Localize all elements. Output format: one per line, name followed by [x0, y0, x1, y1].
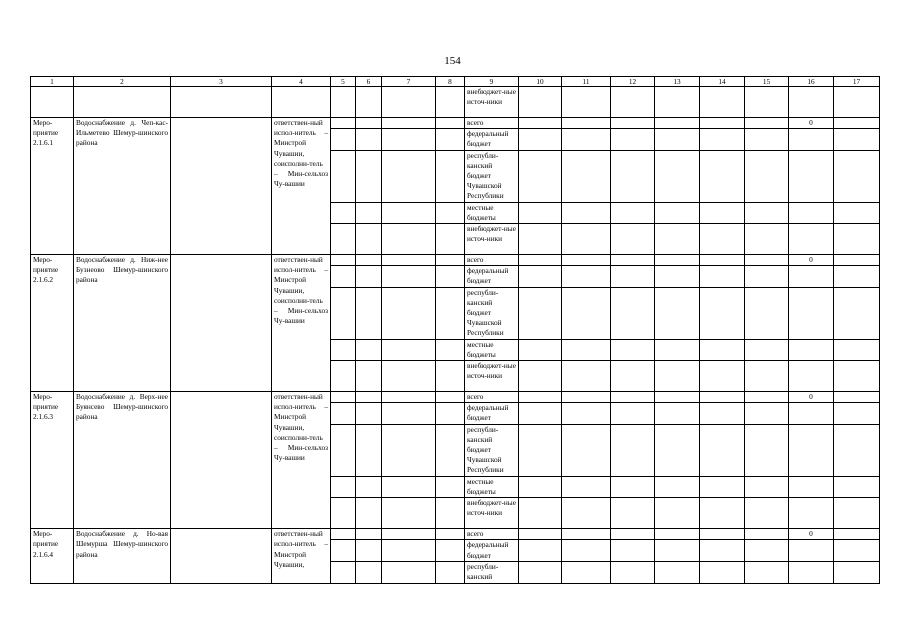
empty-cell	[356, 150, 382, 202]
activity-description: Водоснабжение д. Чеп-кас-Ильметево Шемур-шинского района	[74, 118, 171, 255]
column-header: 5	[331, 77, 356, 87]
empty-cell	[834, 202, 880, 223]
activity-description: Водоснабжение д. Но-вая Шемурша Шемур-шинского района	[74, 529, 171, 584]
empty-cell	[745, 403, 789, 424]
empty-cell	[331, 424, 356, 476]
empty-cell	[382, 403, 436, 424]
empty-cell	[519, 561, 562, 583]
empty-cell	[331, 266, 356, 287]
empty-cell	[562, 403, 611, 424]
empty-cell	[382, 87, 436, 118]
empty-cell	[655, 361, 700, 392]
empty-cell	[834, 150, 880, 202]
empty-cell	[171, 392, 272, 529]
empty-cell	[611, 561, 655, 583]
empty-cell	[655, 561, 700, 583]
total-value: 0	[789, 392, 834, 403]
empty-cell	[700, 87, 745, 118]
empty-cell	[562, 150, 611, 202]
column-header: 17	[834, 77, 880, 87]
empty-cell	[611, 87, 655, 118]
empty-cell	[436, 540, 465, 561]
empty-cell	[611, 361, 655, 392]
total-value: 0	[789, 529, 834, 540]
empty-cell	[745, 476, 789, 497]
empty-cell	[436, 392, 465, 403]
empty-cell	[700, 424, 745, 476]
empty-cell	[519, 339, 562, 360]
empty-cell	[519, 266, 562, 287]
empty-cell	[562, 266, 611, 287]
empty-cell	[331, 529, 356, 540]
empty-cell	[700, 255, 745, 266]
empty-cell	[611, 202, 655, 223]
empty-cell	[789, 287, 834, 339]
empty-cell	[356, 424, 382, 476]
empty-cell	[382, 561, 436, 583]
empty-cell	[436, 529, 465, 540]
column-header: 13	[655, 77, 700, 87]
source-cell: местные бюджеты	[465, 339, 519, 360]
empty-cell	[436, 498, 465, 529]
empty-cell	[700, 202, 745, 223]
empty-cell	[382, 529, 436, 540]
empty-cell	[331, 561, 356, 583]
empty-cell	[562, 224, 611, 255]
empty-cell	[436, 339, 465, 360]
empty-cell	[700, 403, 745, 424]
empty-cell	[562, 129, 611, 150]
empty-cell	[655, 87, 700, 118]
empty-cell	[382, 287, 436, 339]
empty-cell	[436, 118, 465, 129]
empty-cell	[436, 255, 465, 266]
empty-cell	[382, 202, 436, 223]
empty-cell	[562, 361, 611, 392]
empty-cell	[745, 424, 789, 476]
empty-cell	[331, 361, 356, 392]
financing-table	[30, 76, 880, 584]
empty-cell	[356, 476, 382, 497]
empty-cell	[519, 87, 562, 118]
empty-cell	[436, 266, 465, 287]
empty-cell	[655, 255, 700, 266]
activity-row	[31, 392, 880, 403]
empty-cell	[655, 424, 700, 476]
activity-description: Водоснабжение д. Ниж-нее Бузнеово Шемур-шинского района	[74, 255, 171, 392]
empty-cell	[834, 561, 880, 583]
column-header: 10	[519, 77, 562, 87]
empty-cell	[562, 540, 611, 561]
empty-cell	[382, 339, 436, 360]
empty-cell	[611, 403, 655, 424]
empty-cell	[789, 339, 834, 360]
empty-cell	[331, 87, 356, 118]
empty-cell	[519, 287, 562, 339]
empty-cell	[700, 392, 745, 403]
column-header: 4	[272, 77, 331, 87]
empty-cell	[562, 392, 611, 403]
empty-cell	[171, 118, 272, 255]
empty-cell	[382, 424, 436, 476]
empty-cell	[745, 224, 789, 255]
empty-cell	[789, 150, 834, 202]
empty-cell	[789, 540, 834, 561]
empty-cell	[655, 266, 700, 287]
empty-cell	[436, 287, 465, 339]
activity-name: Меро-приятие 2.1.6.3	[31, 392, 74, 529]
empty-cell	[171, 255, 272, 392]
empty-cell	[331, 255, 356, 266]
empty-cell	[789, 561, 834, 583]
source-cell: республи-канский бюджет Чувашской Республики	[465, 424, 519, 476]
column-header: 7	[382, 77, 436, 87]
empty-cell	[655, 498, 700, 529]
empty-cell	[562, 87, 611, 118]
empty-cell	[382, 266, 436, 287]
source-cell: всего	[465, 529, 519, 540]
column-header: 6	[356, 77, 382, 87]
empty-cell	[331, 118, 356, 129]
empty-cell	[834, 287, 880, 339]
column-header: 3	[171, 77, 272, 87]
empty-cell	[171, 529, 272, 584]
empty-cell	[611, 339, 655, 360]
empty-cell	[789, 476, 834, 497]
empty-cell	[382, 476, 436, 497]
activity-executor: ответствен-ный испол-нитель – Минстрой Чувашии, соисполни-тель – Мин-сельхоз Чу-вашии	[272, 255, 331, 392]
source-cell: внебюджет-ные источ-ники	[465, 498, 519, 529]
source-cell: федеральный бюджет	[465, 266, 519, 287]
empty-cell	[562, 476, 611, 497]
empty-cell	[611, 287, 655, 339]
empty-cell	[834, 540, 880, 561]
column-header: 15	[745, 77, 789, 87]
empty-cell	[356, 392, 382, 403]
empty-cell	[700, 150, 745, 202]
empty-cell	[611, 392, 655, 403]
empty-cell	[356, 255, 382, 266]
empty-cell	[834, 476, 880, 497]
empty-cell	[272, 87, 331, 118]
empty-cell	[436, 561, 465, 583]
empty-cell	[382, 361, 436, 392]
column-header: 11	[562, 77, 611, 87]
empty-cell	[745, 87, 789, 118]
source-cell: республи-канский	[465, 561, 519, 583]
empty-cell	[655, 129, 700, 150]
empty-cell	[356, 287, 382, 339]
empty-cell	[331, 150, 356, 202]
empty-cell	[700, 118, 745, 129]
empty-cell	[655, 529, 700, 540]
empty-cell	[562, 339, 611, 360]
empty-cell	[834, 339, 880, 360]
empty-cell	[519, 476, 562, 497]
empty-cell	[356, 498, 382, 529]
column-header: 16	[789, 77, 834, 87]
empty-cell	[789, 202, 834, 223]
source-cell: республи-канский бюджет Чувашской Республики	[465, 150, 519, 202]
empty-cell	[436, 202, 465, 223]
empty-cell	[834, 529, 880, 540]
empty-cell	[745, 540, 789, 561]
empty-cell	[611, 129, 655, 150]
empty-cell	[745, 266, 789, 287]
empty-cell	[655, 476, 700, 497]
header-row	[31, 77, 880, 87]
empty-cell	[655, 118, 700, 129]
empty-cell	[611, 540, 655, 561]
empty-cell	[356, 339, 382, 360]
source-cell: внебюджет-ные источ-ники	[465, 361, 519, 392]
empty-cell	[331, 224, 356, 255]
empty-cell	[745, 529, 789, 540]
empty-cell	[562, 498, 611, 529]
empty-cell	[700, 266, 745, 287]
empty-cell	[655, 287, 700, 339]
empty-cell	[834, 392, 880, 403]
source-cell: местные бюджеты	[465, 202, 519, 223]
total-value: 0	[789, 118, 834, 129]
empty-cell	[436, 129, 465, 150]
empty-cell	[789, 266, 834, 287]
column-header: 8	[436, 77, 465, 87]
empty-cell	[331, 498, 356, 529]
empty-cell	[382, 150, 436, 202]
empty-cell	[834, 361, 880, 392]
empty-cell	[745, 561, 789, 583]
empty-cell	[700, 561, 745, 583]
source-cell: федеральный бюджет	[465, 129, 519, 150]
empty-cell	[655, 150, 700, 202]
empty-cell	[331, 392, 356, 403]
empty-cell	[74, 87, 171, 118]
empty-cell	[789, 87, 834, 118]
total-value: 0	[789, 255, 834, 266]
empty-cell	[655, 403, 700, 424]
source-cell: республи-канский бюджет Чувашской Республики	[465, 287, 519, 339]
source-cell: всего	[465, 392, 519, 403]
empty-cell	[611, 498, 655, 529]
empty-cell	[436, 476, 465, 497]
empty-cell	[655, 392, 700, 403]
source-cell: федеральный бюджет	[465, 403, 519, 424]
empty-cell	[834, 403, 880, 424]
empty-cell	[519, 224, 562, 255]
empty-cell	[745, 339, 789, 360]
activity-name: Меро-приятие 2.1.6.1	[31, 118, 74, 255]
empty-cell	[834, 498, 880, 529]
empty-cell	[700, 361, 745, 392]
empty-cell	[700, 476, 745, 497]
empty-cell	[436, 361, 465, 392]
empty-cell	[611, 224, 655, 255]
empty-cell	[700, 224, 745, 255]
empty-cell	[356, 118, 382, 129]
empty-cell	[562, 287, 611, 339]
empty-cell	[655, 540, 700, 561]
empty-cell	[789, 224, 834, 255]
source-cell: внебюджет-ные источ-ники	[465, 87, 519, 118]
empty-cell	[331, 476, 356, 497]
activity-name: Меро-приятие 2.1.6.4	[31, 529, 74, 584]
empty-cell	[382, 498, 436, 529]
empty-cell	[789, 424, 834, 476]
empty-cell	[519, 150, 562, 202]
activity-row	[31, 255, 880, 266]
empty-cell	[700, 540, 745, 561]
empty-cell	[562, 118, 611, 129]
empty-cell	[519, 424, 562, 476]
empty-cell	[356, 87, 382, 118]
activity-description: Водоснабжение д. Верх-нее Буянсево Шемур-шинского района	[74, 392, 171, 529]
empty-cell	[331, 129, 356, 150]
column-header: 1	[31, 77, 74, 87]
empty-cell	[331, 339, 356, 360]
empty-cell	[834, 255, 880, 266]
empty-cell	[700, 339, 745, 360]
empty-cell	[834, 224, 880, 255]
empty-cell	[382, 118, 436, 129]
empty-cell	[745, 361, 789, 392]
column-header: 12	[611, 77, 655, 87]
empty-cell	[356, 361, 382, 392]
activity-row	[31, 118, 880, 129]
empty-cell	[655, 224, 700, 255]
empty-cell	[834, 424, 880, 476]
empty-cell	[562, 561, 611, 583]
empty-cell	[655, 202, 700, 223]
empty-cell	[436, 150, 465, 202]
page-number: 154	[444, 55, 461, 67]
empty-cell	[382, 540, 436, 561]
empty-cell	[519, 540, 562, 561]
empty-cell	[611, 255, 655, 266]
empty-cell	[436, 87, 465, 118]
empty-cell	[356, 529, 382, 540]
source-cell: федеральный бюджет	[465, 540, 519, 561]
empty-cell	[745, 202, 789, 223]
empty-cell	[519, 361, 562, 392]
empty-cell	[331, 403, 356, 424]
empty-cell	[519, 255, 562, 266]
empty-cell	[700, 129, 745, 150]
empty-cell	[745, 118, 789, 129]
empty-cell	[436, 403, 465, 424]
empty-cell	[611, 529, 655, 540]
empty-cell	[611, 476, 655, 497]
empty-cell	[745, 498, 789, 529]
empty-cell	[382, 224, 436, 255]
empty-cell	[519, 118, 562, 129]
empty-cell	[171, 87, 272, 118]
empty-cell	[356, 129, 382, 150]
empty-cell	[655, 339, 700, 360]
empty-cell	[436, 224, 465, 255]
empty-cell	[562, 529, 611, 540]
empty-cell	[356, 540, 382, 561]
empty-cell	[382, 392, 436, 403]
empty-cell	[745, 150, 789, 202]
empty-cell	[356, 224, 382, 255]
empty-cell	[562, 424, 611, 476]
empty-cell	[356, 266, 382, 287]
empty-cell	[382, 129, 436, 150]
empty-cell	[611, 150, 655, 202]
empty-cell	[31, 87, 74, 118]
empty-cell	[789, 498, 834, 529]
carry-over-row	[31, 87, 880, 118]
empty-cell	[611, 424, 655, 476]
empty-cell	[834, 129, 880, 150]
empty-cell	[331, 540, 356, 561]
empty-cell	[745, 129, 789, 150]
empty-cell	[382, 255, 436, 266]
source-cell: внебюджет-ные источ-ники	[465, 224, 519, 255]
empty-cell	[789, 129, 834, 150]
empty-cell	[519, 529, 562, 540]
empty-cell	[611, 266, 655, 287]
activity-executor: ответствен-ный испол-нитель – Минстрой Чувашии,	[272, 529, 331, 584]
empty-cell	[562, 202, 611, 223]
empty-cell	[789, 361, 834, 392]
empty-cell	[745, 287, 789, 339]
empty-cell	[519, 498, 562, 529]
empty-cell	[611, 118, 655, 129]
empty-cell	[834, 87, 880, 118]
source-cell: всего	[465, 255, 519, 266]
column-header: 9	[465, 77, 519, 87]
empty-cell	[519, 403, 562, 424]
empty-cell	[331, 287, 356, 339]
empty-cell	[789, 403, 834, 424]
activity-name: Меро-приятие 2.1.6.2	[31, 255, 74, 392]
activity-executor: ответствен-ный испол-нитель – Минстрой Чувашии, соисполни-тель – Мин-сельхоз Чу-вашии	[272, 118, 331, 255]
empty-cell	[745, 255, 789, 266]
empty-cell	[834, 266, 880, 287]
column-header: 14	[700, 77, 745, 87]
empty-cell	[436, 424, 465, 476]
empty-cell	[356, 561, 382, 583]
empty-cell	[519, 129, 562, 150]
activity-executor: ответствен-ный испол-нитель – Минстрой Чувашии, соисполни-тель – Мин-сельхоз Чу-вашии	[272, 392, 331, 529]
empty-cell	[745, 392, 789, 403]
empty-cell	[356, 202, 382, 223]
empty-cell	[834, 118, 880, 129]
empty-cell	[356, 403, 382, 424]
empty-cell	[519, 392, 562, 403]
column-header: 2	[74, 77, 171, 87]
empty-cell	[700, 498, 745, 529]
source-cell: всего	[465, 118, 519, 129]
source-cell: местные бюджеты	[465, 476, 519, 497]
empty-cell	[562, 255, 611, 266]
empty-cell	[331, 202, 356, 223]
empty-cell	[700, 529, 745, 540]
empty-cell	[700, 287, 745, 339]
empty-cell	[519, 202, 562, 223]
activity-row	[31, 529, 880, 540]
